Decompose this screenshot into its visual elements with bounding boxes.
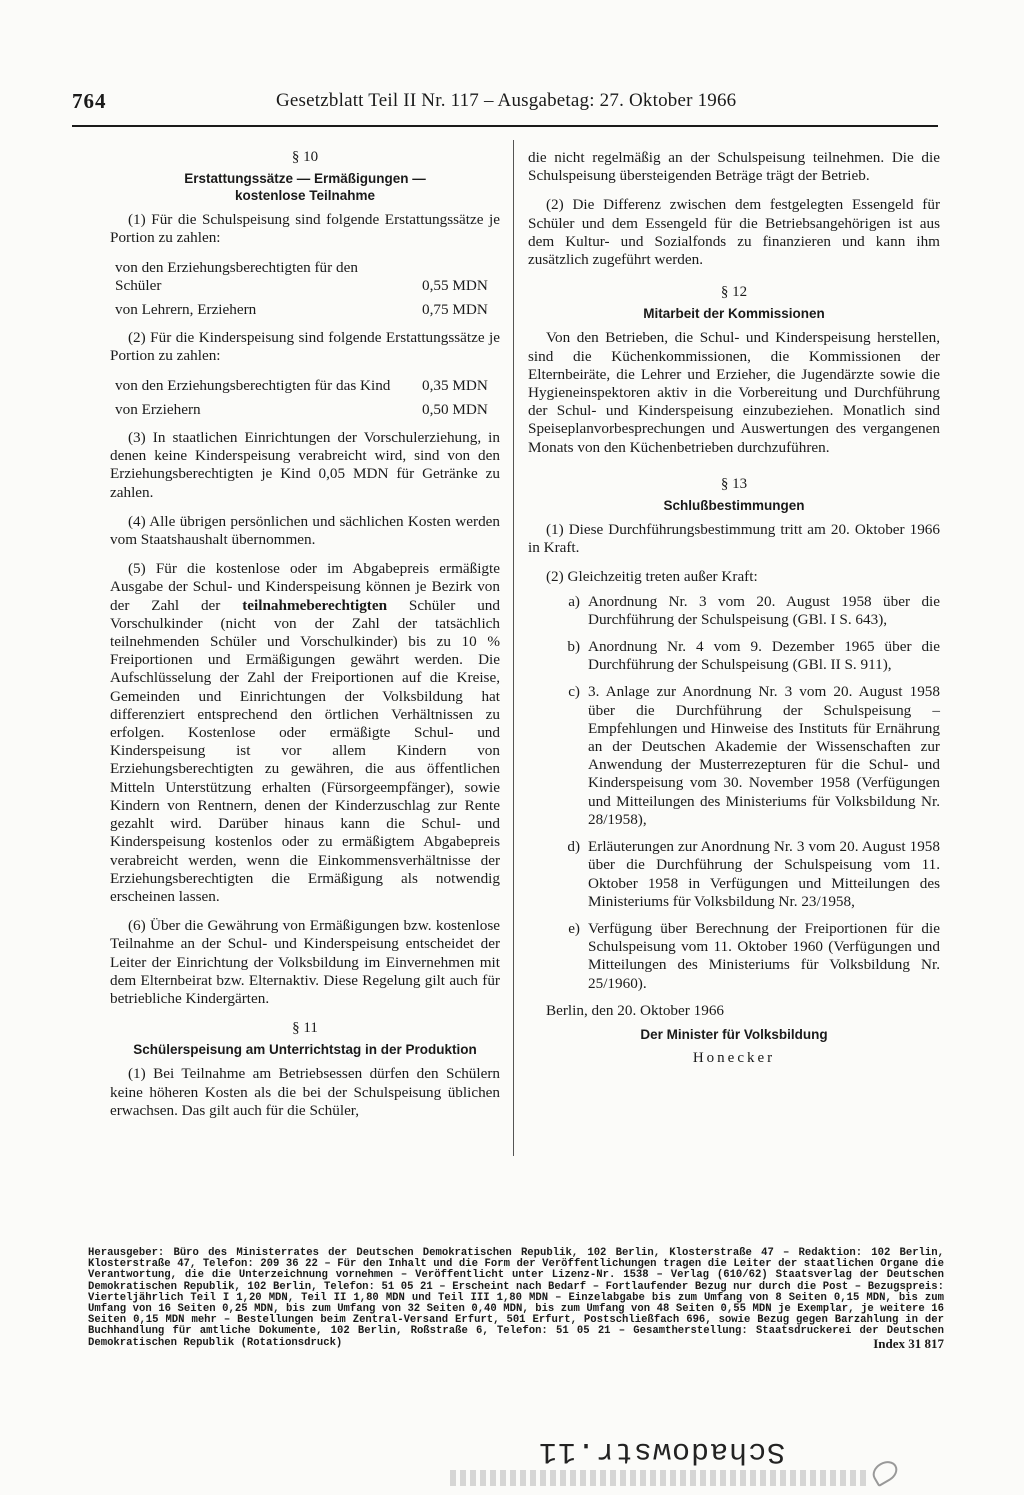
section-10-para-3: (3) In staatlichen Einrichtungen der Vorschulerziehung, in denen keine Kinderspeisung verabreicht wird, sind von den Erziehungsberechtigten je Kind 0,05 MDN für Getränke zu zahlen. bbox=[110, 429, 500, 501]
section-11-number: § 11 bbox=[292, 1020, 318, 1037]
header-rule bbox=[72, 125, 938, 127]
section-11-title: Schülerspeisung am Unterrichtstag in der Produktion bbox=[133, 1042, 477, 1058]
rate-label: von Erziehern bbox=[115, 400, 201, 418]
section-13-number: § 13 bbox=[720, 475, 748, 492]
list-item bbox=[528, 638, 940, 674]
imprint-text: Herausgeber: Büro des Ministerrates der Deutschen Demokratischen Republik, 102 Berlin, Klosterstraße 47 – Redaktion: 102 Berlin, Klosterstraße 47, Telefon: 209 36 22 – Für den Inhalt und die Form der Veröffentlichungen tragen die Leiter der staatlichen Organe die Verantwortung, die die Unterzeichnung vornehmen – Veröffentlicht unter Lizenz-Nr. 1538 – Verlag (610/62) Staatsverlag der Deutschen Demokratischen Republik, 102 Berlin, Telefon: 51 05 21 – Erscheint nach Bedarf – Fortlaufender Bezug nur durch die Post – Bezugspreis: Vierteljährlich Teil I 1,20 MDN, Teil II 1,80 MDN und Teil III 1,80 MDN – Einzelabgabe bis zum Umfang von 8 Seiten 0,15 MDN, bis zum Umfang von 16 Seiten 0,25 MDN, bis zum Umfang von 32 Seiten 0,40 MDN, bis zum Umfang von 48 Seiten 0,55 MDN je Exemplar, je weitere 16 Seiten 0,15 MDN mehr – Bestellungen beim Zentral-Versand Erfurt, 501 Erfurt, Postschließfach 696, sowie Bezug gegen Barzahlung in der Buchhandlung für amtliche Dokumente, 102 Berlin, Roßstraße 6, Telefon: 51 05 21 – Gesamtherstellung: Staatsdruckerei der Deutschen Demokratischen Republik (Rotationsdruck) bbox=[88, 1247, 944, 1349]
rate-amount: 0,50 MDN bbox=[422, 400, 488, 418]
list-item bbox=[528, 920, 940, 993]
left-column bbox=[110, 148, 500, 1131]
list-marker: a) bbox=[568, 592, 580, 610]
section-10-title-line2: kostenlose Teilnahme bbox=[234, 188, 376, 204]
rate-row bbox=[110, 377, 500, 395]
section-10-para-6: (6) Über die Gewährung von Ermäßigungen bzw. kostenlose Teilnahme an der Schul- und Kinderspeisung entscheidet der Leiter der Einrichtung der Volksbildung im Einvernehmen mit dem Elternbeirat bzw. Elternaktiv. Diese Regelung gilt auch für betriebliche Kindergärten. bbox=[110, 917, 500, 1007]
section-13-title: Schlußbestimmungen bbox=[663, 498, 805, 514]
rate-amount: 0,35 MDN bbox=[422, 376, 488, 394]
list-item bbox=[528, 683, 940, 829]
list-text: 3. Anlage zur Anordnung Nr. 3 vom 20. August 1958 über die Durchführung der Schulspeisung – Empfehlungen und Hinweise des Instituts für Ernährung an der Deutschen Akademie der Wissenschaften zur Anwendung der Musterrezepturen für die Schul- und Kinderspeisung vom 30. November 1958 (Verfügungen und Mitteilungen des Ministeriums für Volksbildung Nr. 28/1958), bbox=[588, 683, 940, 828]
section-13-para-1: (1) Diese Durchführungsbestimmung tritt am 20. Oktober 1966 in Kraft. bbox=[528, 521, 940, 557]
rate-label: von den Erziehungsberechtigten für das Kind bbox=[115, 376, 391, 394]
section-11-para-1: (1) Bei Teilnahme am Betriebsessen dürfen den Schülern keine höheren Kosten als die bei der Schulspeisung üblichen erwachsen. Das gilt auch für die Schüler, bbox=[110, 1065, 500, 1119]
list-marker: c) bbox=[568, 683, 580, 701]
stamp-mark-icon bbox=[869, 1457, 902, 1487]
rate-row bbox=[110, 301, 500, 319]
rates-table-kindergarten bbox=[110, 377, 500, 419]
rate-row bbox=[110, 259, 500, 295]
list-item bbox=[528, 838, 940, 911]
place-and-date: Berlin, den 20. Oktober 1966 bbox=[546, 1001, 725, 1019]
signer-name: Honecker bbox=[692, 1050, 776, 1067]
list-text: Erläuterungen zur Anordnung Nr. 3 vom 20. August 1958 über die Durchführung der Schulspeisung vom 11. Oktober 1958 in Verfügungen und Mitteilungen des Ministeriums für Volksbildung Nr. 23/1958, bbox=[588, 838, 940, 910]
rate-amount: 0,75 MDN bbox=[422, 301, 488, 319]
section-13-para-2: (2) Gleichzeitig treten außer Kraft: bbox=[546, 568, 758, 586]
list-item bbox=[528, 593, 940, 629]
section-10-para-2: (2) Für die Kinderspeisung sind folgende Erstattungssätze je Portion zu zahlen: bbox=[110, 329, 500, 365]
section-10-para-5 bbox=[110, 560, 500, 906]
faint-stamp-line bbox=[450, 1470, 870, 1486]
rates-table-school bbox=[110, 259, 500, 320]
section-10-number: § 10 bbox=[291, 149, 319, 165]
list-text: Anordnung Nr. 3 vom 20. August 1958 über die Durchführung der Schulspeisung (GBl. I S. 643), bbox=[588, 592, 940, 628]
section-10-title bbox=[110, 170, 500, 204]
right-column bbox=[528, 149, 940, 1067]
index-number: Index 31 817 bbox=[873, 1335, 944, 1351]
list-marker: b) bbox=[567, 638, 580, 656]
section-10-title-line1: Erstattungssätze — Ermäßigungen — bbox=[184, 171, 426, 187]
rate-label: von Lehrern, Erziehern bbox=[115, 301, 257, 319]
list-text: Anordnung Nr. 4 vom 9. Dezember 1965 über die Durchführung der Schulspeisung (GBl. II S. 911), bbox=[588, 638, 940, 674]
signer-title: Der Minister für Volksbildung bbox=[640, 1026, 828, 1042]
list-text: Verfügung über Berechnung der Freiportionen für die Schulspeisung vom 11. Oktober 1960 (Verfügungen und Mitteilungen des Ministeriums für Volksbildung Nr. 25/1960). bbox=[588, 919, 940, 992]
list-marker: d) bbox=[567, 838, 580, 856]
section-11-para-1-continued: die nicht regelmäßig an der Schulspeisung teilnehmen. Die die Schulspeisung übersteigenden Beträge trägt der Betrieb. bbox=[528, 149, 940, 185]
library-stamp: Schadowstr.11 bbox=[538, 1434, 786, 1468]
running-head: Gesetzblatt Teil II Nr. 117 – Ausgabetag: 27. Oktober 1966 bbox=[276, 90, 737, 111]
section-12-title: Mitarbeit der Kommissionen bbox=[643, 306, 825, 322]
page-number: 764 bbox=[72, 89, 107, 113]
column-divider bbox=[513, 140, 514, 1156]
rate-row bbox=[110, 401, 500, 419]
section-11-para-2: (2) Die Differenz zwischen dem festgelegten Essengeld für Schüler und dem Essengeld für die Betriebsangehörigen ist aus dem Kultur- und Sozialfonds zu finanzieren und kann ihm zusätzlich zugeführt werden. bbox=[528, 196, 940, 269]
para-5-emphasis: teilnahmeberechtigten bbox=[242, 596, 388, 614]
repealed-list bbox=[528, 593, 940, 993]
para-5-text-a: (5) Für die kostenlose oder im Abgabepreis ermäßigte Ausgabe der Schul- und Kinderspeisung können je Bezirk von der Zahl der bbox=[110, 560, 500, 614]
list-marker: e) bbox=[568, 919, 580, 937]
para-5-text-b: Schüler und Vorschulkinder (nicht von der Zahl der tatsächlich teilnehmenden Schüler und Vorschulkinder) bis zu 10 % Freiportionen und Ermäßigungen gewährt werden. Die Aufschlüsselung der Zahl der Freiportionen auf die Kreise, Gemeinden und Einrichtungen der Volksbildung hat differenziert entsprechend den örtlichen Verhältnissen zu erfolgen. Kostenlose oder ermäßigte Schul- und Kinderspeisung ist vor allem Kindern von Erziehungsberechtigten zu gewähren, die aus öffentlichen Mitteln Unterstützung erhalten (Fürsorgeempfänger), sowie Kindern von Rentnern, denen der Kinderzuschlag zur Rente gezahlt wird. Darüber hinaus kann die Schul- und Kinderspeisung kostenlos oder zu ermäßigtem Abgabepreis verabreicht werden, wenn die Einkommensverhältnisse der Erziehungsberechtigten die Ermäßigung als notwendig erscheinen lassen. bbox=[110, 596, 500, 905]
section-12-para-1: Von den Betrieben, die Schul- und Kinderspeisung herstellen, sind die Küchenkommissionen, die Kommissionen der Elternbeiräte, die Lehrer und Erzieher, die Jugendärzte sowie die Hygieneinspektoren aktiv in die Vorbereitung und Durchführung der Schul- und Kinderspeisung einzubeziehen. Monatlich sind Speiseplanvorbesprechungen und Auswertungen des vergangenen Monats von den Küchenbetrieben durchzuführen. bbox=[528, 329, 940, 456]
section-12-number: § 12 bbox=[720, 284, 748, 301]
section-10-para-4: (4) Alle übrigen persönlichen und sächlichen Kosten werden vom Staatshaushalt übernommen. bbox=[110, 512, 500, 549]
rate-label: von den Erziehungsberechtigten für den Schüler bbox=[115, 258, 358, 294]
section-10-para-1: (1) Für die Schulspeisung sind folgende Erstattungssätze je Portion zu zahlen: bbox=[110, 211, 500, 247]
publisher-imprint bbox=[88, 1248, 944, 1349]
rate-amount: 0,55 MDN bbox=[422, 276, 488, 294]
